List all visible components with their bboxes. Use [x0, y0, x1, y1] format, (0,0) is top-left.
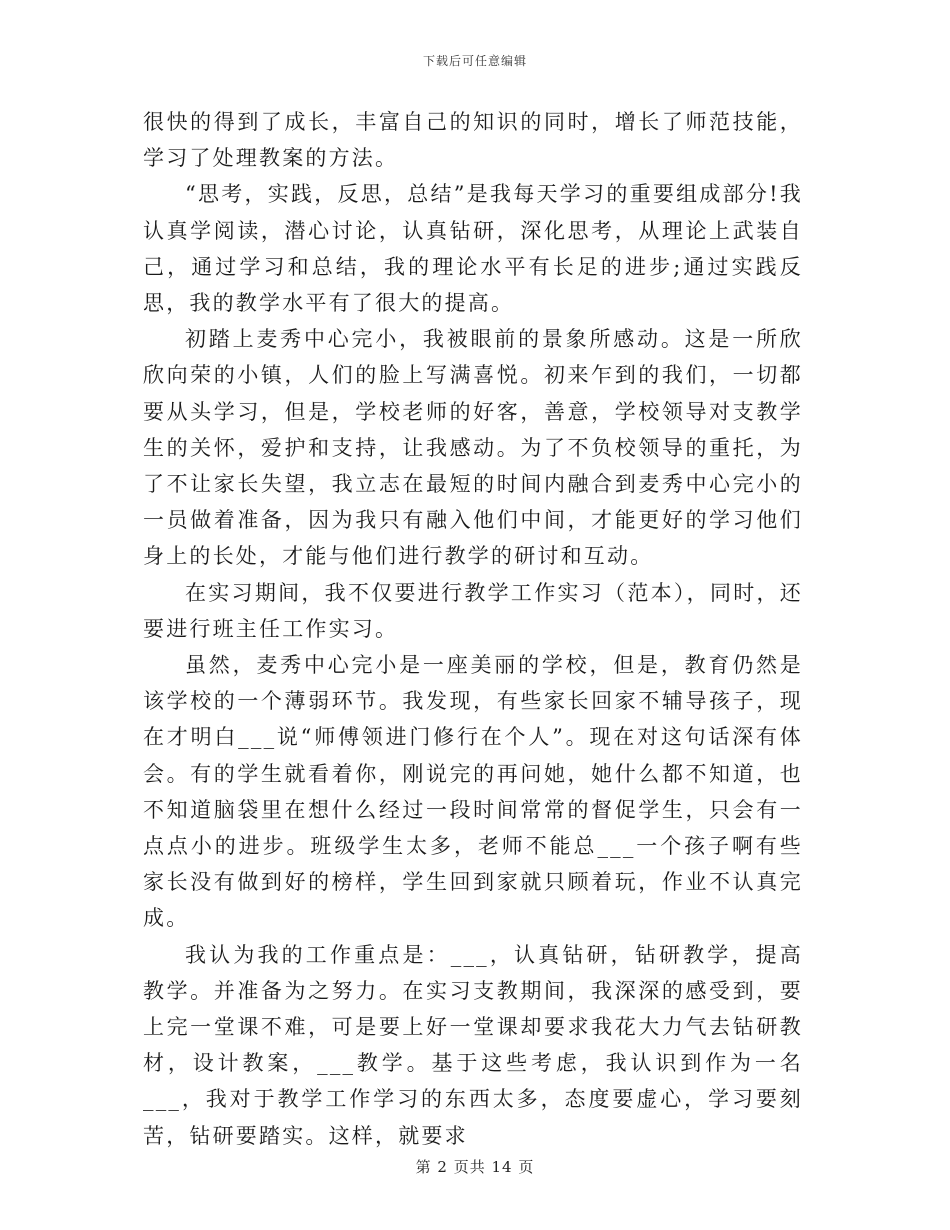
- page-header: 下载后可任意编辑: [422, 54, 527, 68]
- page-footer: 第 2 页共 14 页: [415, 1158, 535, 1176]
- paragraph-1: 很快的得到了成长，丰富自己的知识的同时，增长了师范技能，学习了处理教案的方法。: [143, 110, 803, 171]
- document-body: [143, 104, 803, 1154]
- paragraph-3: 初踏上麦秀中心完小，我被眼前的景象所感动。这是一所欣欣向荣的小镇，人们的脸上写满喜悦。初来乍到的我们，一切都要从头学习，但是，学校老师的好客，善意，学校领导对支教学生的关怀，爱护和支持，让我感动。为了不负校领导的重托，为了不让家长失望，我立志在最短的时间内融合到麦秀中心完小的一员做着准备，因为我只有融入他们中间，才能更好的学习他们身上的长处，才能与他们进行教学的研讨和互动。: [143, 327, 803, 569]
- paragraph-4: 在实习期间，我不仅要进行教学工作实习（范本），同时，还要进行班主任工作实习。: [143, 580, 803, 641]
- paragraph-2: “思考，实践，反思，总结”是我每天学习的重要组成部分!我认真学阅读，潜心讨论，认真钻研，深化思考，从理论上武装自己，通过学习和总结，我的理论水平有长足的进步;通过实践反思，我的教学水平有了很大的提高。: [143, 182, 803, 316]
- paragraph-5: 虽然，麦秀中心完小是一座美丽的学校，但是，教育仍然是该学校的一个薄弱环节。我发现，有些家长回家不辅导孩子，现在才明白___说“师傅领进门修行在个人”。现在对这句话深有体会。有的学生就看着你，刚说完的再问她，她什么都不知道，也不知道脑袋里在想什么经过一段时间常常的督促学生，只会有一点点小的进步。班级学生太多，老师不能总___一个孩子啊有些家长没有做到好的榜样，学生回到家就只顾着玩，作业不认真完成。: [143, 653, 803, 931]
- paragraph-6: 我认为我的工作重点是：___，认真钻研，钻研教学，提高教学。并准备为之努力。在实习支教期间，我深深的感受到，要上完一堂课不难，可是要上好一堂课却要求我花大力气去钻研教材，设计教案，___教学。基于这些考虑，我认识到作为一名___，我对于教学工作学习的东西太多，态度要虚心，学习要刻苦，钻研要踏实。这样，就要求: [143, 942, 803, 1148]
